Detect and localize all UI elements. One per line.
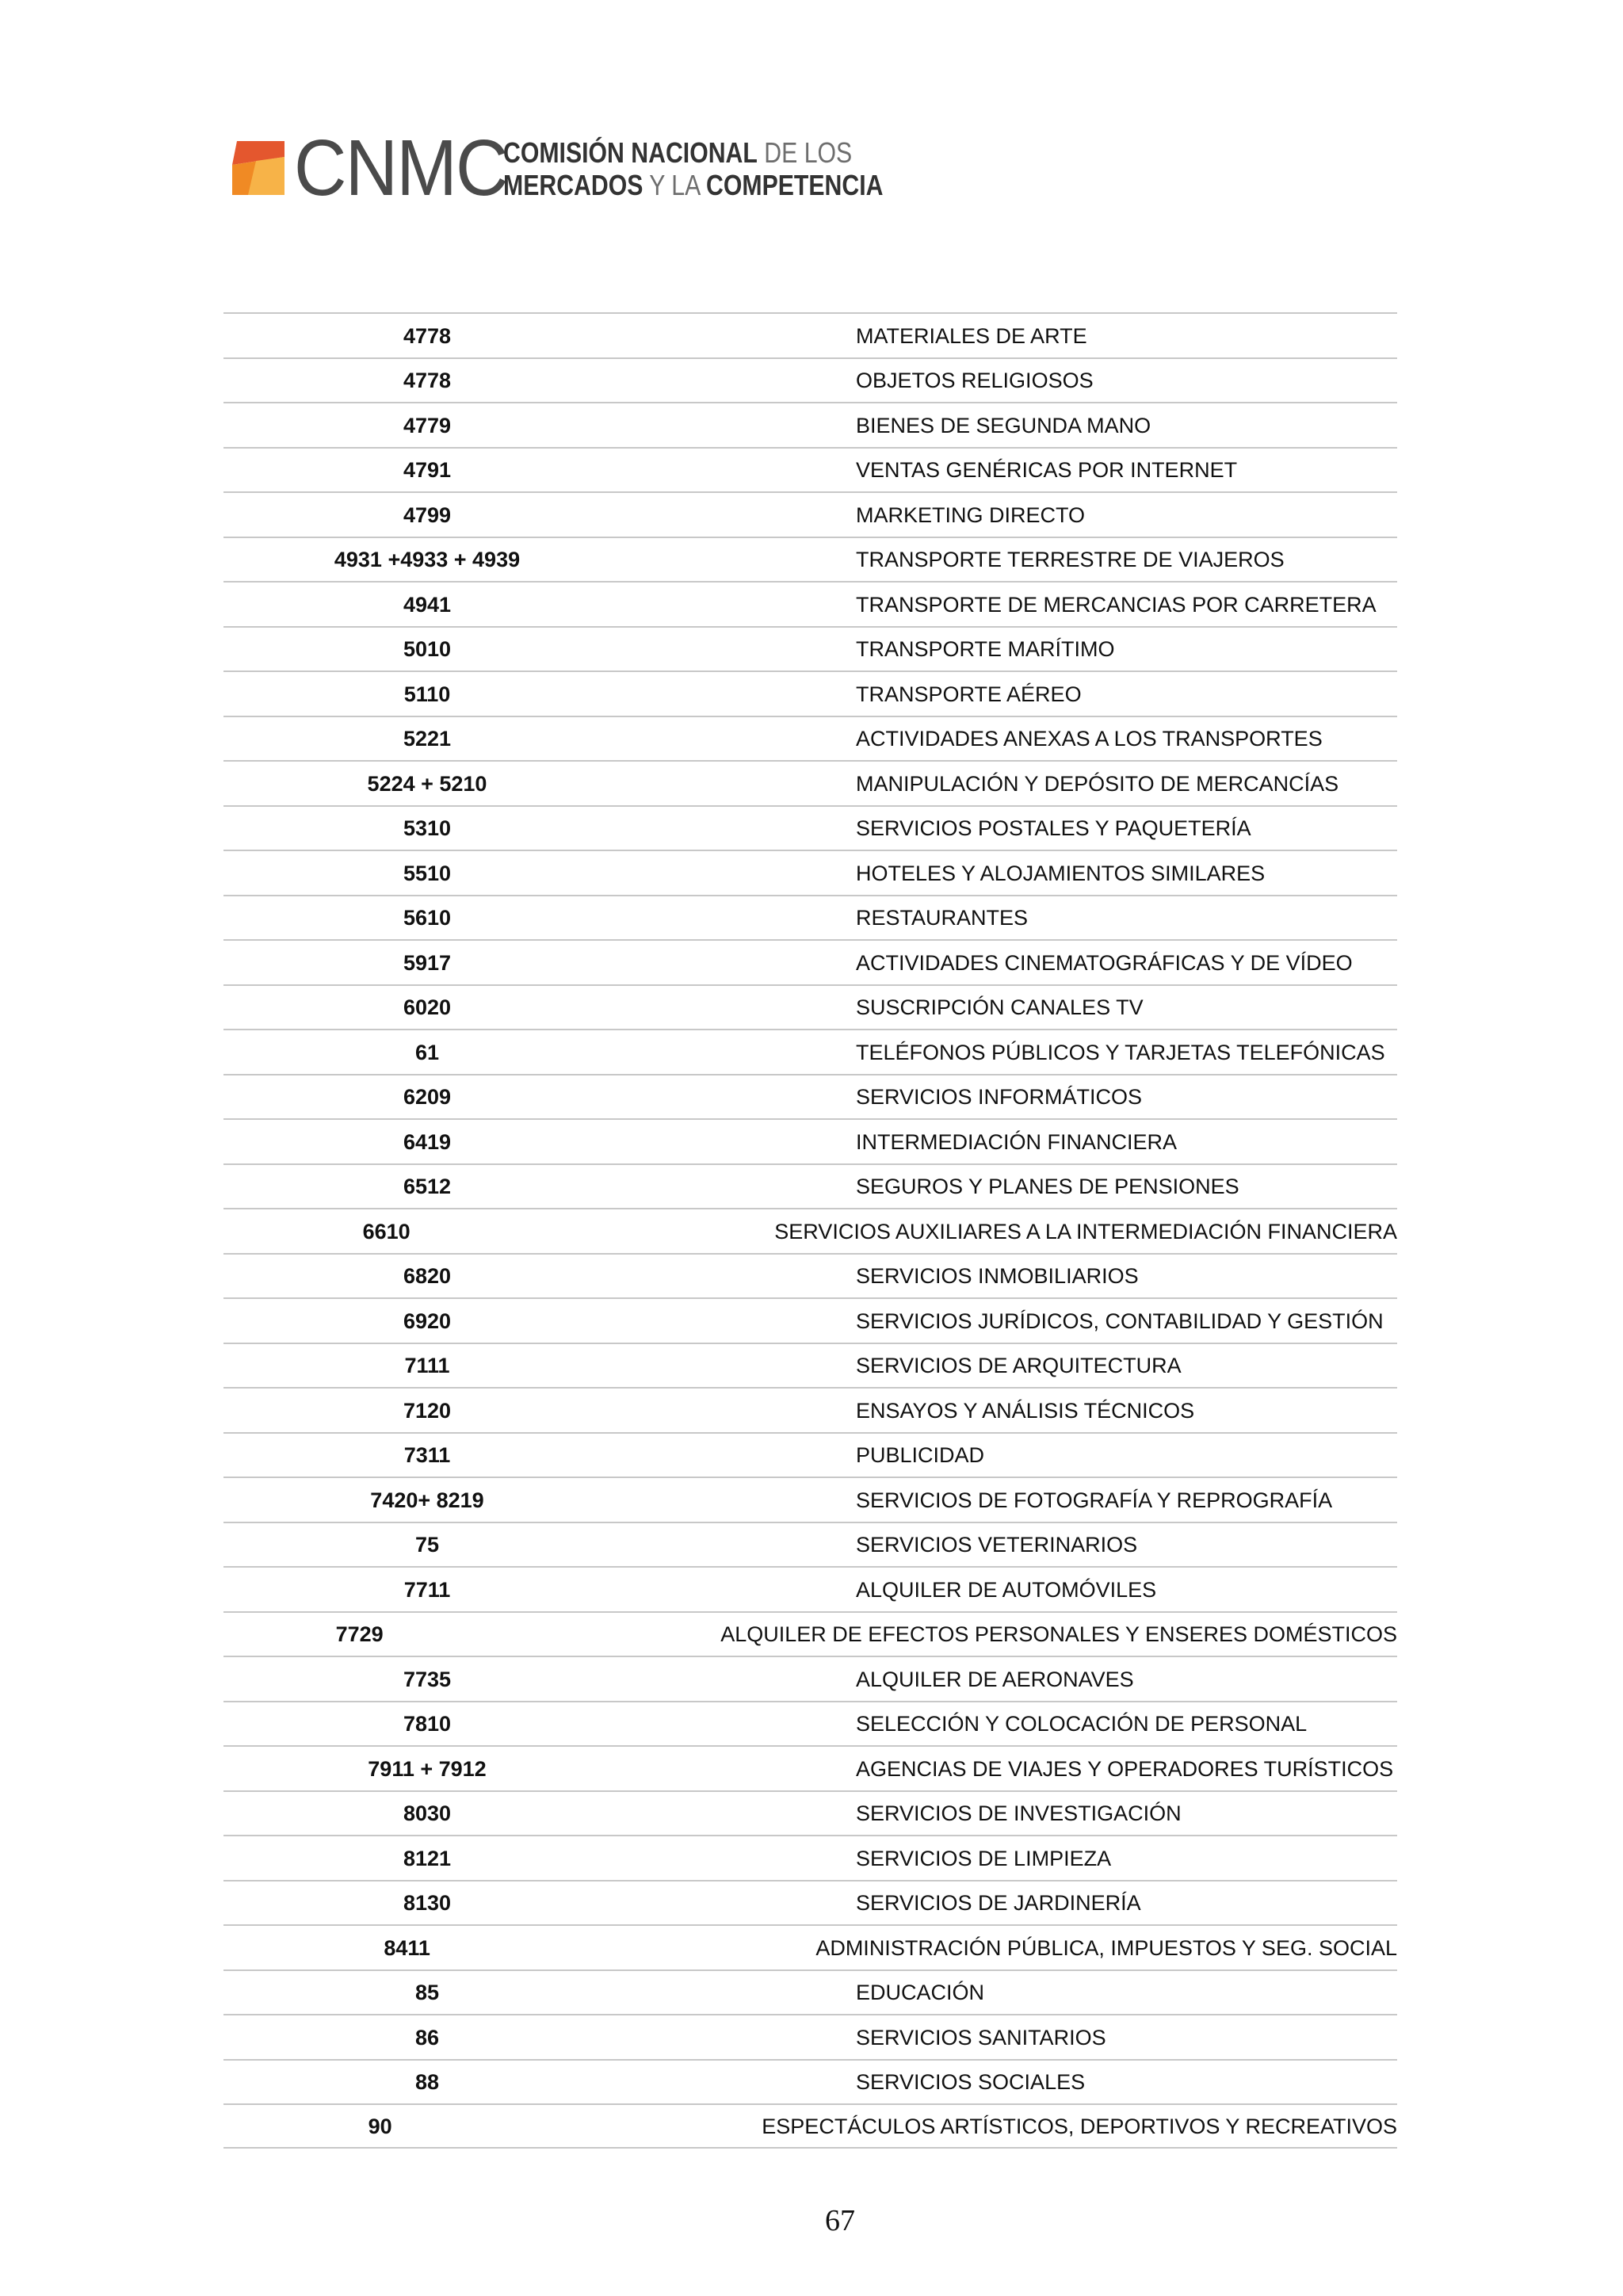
activity-label: SERVICIOS INMOBILIARIOS	[856, 1264, 1139, 1289]
activity-code: 6020	[403, 995, 452, 1020]
activity-code: 61	[414, 1040, 440, 1064]
activity-code: 6610	[362, 1219, 411, 1244]
activity-label: TRANSPORTE MARÍTIMO	[856, 637, 1115, 662]
table-row	[223, 2103, 1397, 2149]
activity-label: TRANSPORTE AÉREO	[856, 682, 1082, 706]
table-row	[223, 581, 1397, 626]
activity-label: TELÉFONOS PÚBLICOS Y TARJETAS TELEFÓNICAS	[856, 1040, 1385, 1064]
activity-label: RESTAURANTES	[856, 906, 1029, 930]
table-row	[223, 939, 1397, 984]
activity-label: INTERMEDIACIÓN FINANCIERA	[856, 1129, 1178, 1154]
table-row	[223, 1163, 1397, 1209]
table-row	[223, 402, 1397, 447]
activity-code: 5010	[403, 637, 452, 662]
activity-code: 5310	[403, 816, 452, 841]
table-row	[223, 1208, 1397, 1253]
activity-code: 75	[414, 1533, 440, 1557]
table-row	[223, 447, 1397, 492]
activity-code: 8130	[403, 1891, 452, 1916]
activity-code: 7911 + 7912	[368, 1756, 487, 1781]
activity-label: BIENES DE SEGUNDA MANO	[856, 413, 1151, 437]
logo-line2-bold-b: COMPETENCIA	[706, 169, 884, 201]
activity-code: 7111	[404, 1354, 450, 1378]
activity-code: 5917	[403, 950, 452, 975]
activity-label: SERVICIOS AUXILIARES A LA INTERMEDIACIÓN FINANCIERA	[774, 1219, 1397, 1244]
activity-codes-table	[223, 312, 1397, 2149]
page-number: 67	[825, 2204, 855, 2237]
activity-label: ADMINISTRACIÓN PÚBLICA, IMPUESTOS Y SEG. SOCIAL	[815, 1935, 1397, 1960]
activity-code: 4941	[403, 592, 452, 617]
logo-line1-light: DE LOS	[757, 136, 853, 169]
activity-label: SERVICIOS POSTALES Y PAQUETERÍA	[856, 816, 1251, 841]
activity-code: 6512	[403, 1175, 452, 1199]
activity-code: 6920	[403, 1308, 452, 1333]
logo-acronym: CNMC	[294, 124, 507, 212]
logo-full-name	[503, 136, 883, 201]
activity-code: 7420+ 8219	[370, 1488, 484, 1512]
activity-code: 4791	[403, 458, 452, 483]
activity-code: 8121	[403, 1846, 452, 1870]
table-row	[223, 895, 1397, 940]
table-row	[223, 1701, 1397, 1746]
table-row	[223, 2014, 1397, 2059]
table-row	[223, 1297, 1397, 1343]
logo-line1-bold: COMISIÓN NACIONAL	[503, 136, 758, 169]
activity-code: 5510	[403, 861, 452, 885]
activity-code: 7810	[403, 1712, 452, 1736]
activity-code: 7735	[403, 1667, 452, 1691]
cnmc-logo	[232, 124, 884, 212]
activity-label: SERVICIOS DE LIMPIEZA	[856, 1846, 1112, 1870]
activity-code: 5110	[403, 682, 451, 706]
table-row	[223, 805, 1397, 850]
activity-code: 85	[414, 1981, 440, 2005]
activity-label: ALQUILER DE AERONAVES	[856, 1667, 1134, 1691]
table-row	[223, 850, 1397, 895]
activity-label: PUBLICIDAD	[856, 1443, 985, 1468]
table-row	[223, 626, 1397, 671]
activity-label: OBJETOS RELIGIOSOS	[856, 369, 1094, 393]
logo-name-line-1	[503, 136, 883, 169]
table-row	[223, 1656, 1397, 1701]
activity-code: 7729	[335, 1622, 384, 1647]
table-row	[223, 537, 1397, 582]
table-row	[223, 1790, 1397, 1836]
activity-label: ALQUILER DE AUTOMÓVILES	[856, 1577, 1157, 1602]
activity-code: 88	[414, 2070, 440, 2095]
activity-label: ALQUILER DE EFECTOS PERSONALES Y ENSERES DOMÉSTICOS	[720, 1622, 1397, 1647]
activity-label: TRANSPORTE DE MERCANCIAS POR CARRETERA	[856, 592, 1377, 617]
table-row	[223, 760, 1397, 805]
activity-label: SERVICIOS SANITARIOS	[856, 2025, 1106, 2050]
table-row	[223, 1566, 1397, 1611]
activity-code: 4779	[403, 413, 452, 437]
activity-code: 4799	[403, 502, 452, 527]
activity-label: SUSCRIPCIÓN CANALES TV	[856, 995, 1144, 1020]
table-row	[223, 1118, 1397, 1163]
activity-code: 6820	[403, 1264, 452, 1289]
table-row	[223, 716, 1397, 761]
table-row	[223, 1387, 1397, 1432]
activity-label: SERVICIOS INFORMÁTICOS	[856, 1085, 1143, 1110]
logo-name-line-2	[503, 169, 883, 201]
activity-label: SERVICIOS DE ARQUITECTURA	[856, 1354, 1182, 1378]
activity-code: 5221	[403, 727, 452, 751]
activity-code: 8411	[384, 1935, 430, 1960]
table-row	[223, 1924, 1397, 1969]
table-row	[223, 491, 1397, 537]
activity-code: 7311	[403, 1443, 451, 1468]
activity-label: ACTIVIDADES CINEMATOGRÁFICAS Y DE VÍDEO	[856, 950, 1353, 975]
activity-label: SERVICIOS SOCIALES	[856, 2070, 1086, 2095]
table-row	[223, 357, 1397, 403]
activity-label: SERVICIOS DE JARDINERÍA	[856, 1891, 1141, 1916]
activity-code: 6419	[403, 1129, 452, 1154]
table-row	[223, 1432, 1397, 1477]
activity-code: 4931 +4933 + 4939	[334, 548, 521, 572]
activity-label: AGENCIAS DE VIAJES Y OPERADORES TURÍSTICOS	[856, 1756, 1394, 1781]
activity-label: SERVICIOS DE FOTOGRAFÍA Y REPROGRAFÍA	[856, 1488, 1333, 1512]
activity-label: ENSAYOS Y ANÁLISIS TÉCNICOS	[856, 1398, 1195, 1423]
table-row	[223, 1611, 1397, 1656]
activity-code: 6209	[403, 1085, 452, 1110]
table-row	[223, 1029, 1397, 1074]
activity-label: HOTELES Y ALOJAMIENTOS SIMILARES	[856, 861, 1266, 885]
activity-label: ACTIVIDADES ANEXAS A LOS TRANSPORTES	[856, 727, 1323, 751]
activity-code: 7120	[403, 1398, 452, 1423]
activity-label: SERVICIOS JURÍDICOS, CONTABILIDAD Y GESTIÓN	[856, 1308, 1384, 1333]
table-row	[223, 1522, 1397, 1567]
activity-label: TRANSPORTE TERRESTRE DE VIAJEROS	[856, 548, 1285, 572]
activity-label: SERVICIOS DE INVESTIGACIÓN	[856, 1801, 1182, 1826]
table-row	[223, 1343, 1397, 1388]
activity-code: 4778	[403, 323, 452, 348]
cnmc-logo-mark-icon	[232, 141, 285, 195]
table-row	[223, 1835, 1397, 1880]
table-row	[223, 1074, 1397, 1119]
activity-label: EDUCACIÓN	[856, 1981, 985, 2005]
table-row	[223, 1969, 1397, 2015]
table-row	[223, 1880, 1397, 1925]
activity-label: MANIPULACIÓN Y DEPÓSITO DE MERCANCÍAS	[856, 771, 1339, 796]
logo-line2-light: Y LA	[643, 169, 707, 201]
logo-line2-bold-a: MERCADOS	[503, 169, 643, 201]
table-row	[223, 2059, 1397, 2104]
table-row	[223, 312, 1397, 357]
activity-label: SELECCIÓN Y COLOCACIÓN DE PERSONAL	[856, 1712, 1308, 1736]
table-row	[223, 1745, 1397, 1790]
activity-code: 7711	[403, 1577, 451, 1602]
activity-label: MATERIALES DE ARTE	[856, 323, 1087, 348]
table-row	[223, 1477, 1397, 1522]
table-row	[223, 1253, 1397, 1298]
activity-code: 5610	[403, 906, 452, 930]
activity-code: 86	[414, 2025, 440, 2050]
table-row	[223, 670, 1397, 716]
activity-label: VENTAS GENÉRICAS POR INTERNET	[856, 458, 1238, 483]
activity-label: MARKETING DIRECTO	[856, 502, 1086, 527]
activity-code: 90	[368, 2114, 392, 2138]
table-row	[223, 984, 1397, 1030]
activity-label: SERVICIOS VETERINARIOS	[856, 1533, 1138, 1557]
activity-code: 5224 + 5210	[367, 771, 487, 796]
activity-label: ESPECTÁCULOS ARTÍSTICOS, DEPORTIVOS Y RECREATIVOS	[762, 2114, 1397, 2138]
activity-code: 4778	[403, 369, 452, 393]
activity-code: 8030	[403, 1801, 452, 1826]
activity-label: SEGUROS Y PLANES DE PENSIONES	[856, 1175, 1239, 1199]
